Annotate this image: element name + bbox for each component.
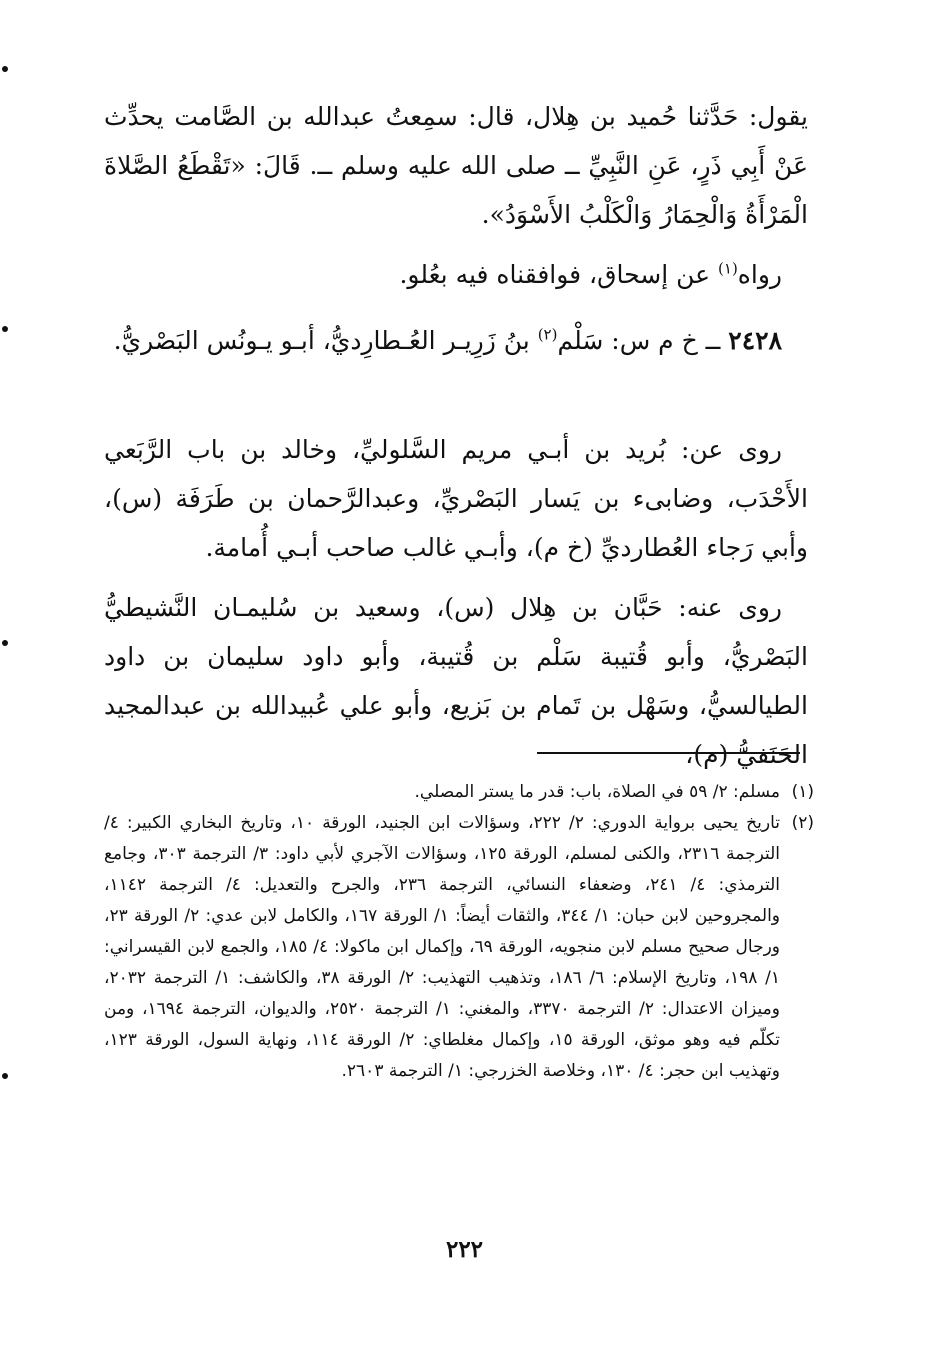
footnotes	[104, 777, 814, 1087]
margin-mark	[2, 326, 8, 332]
narrated-from-text: روى عن: بُريد بن أبـي مريم السَّلوليِّ، وخالد بن باب الرَّبَعي الأَحْدَب، وضابىء بن يَسار البَصْريِّ، وعبدالرَّحمان بن طَرَفَة (س)، وأبي رَجاء العُطارديِّ (خ م)، وأبـي غالب صاحب أبـي أُمامة.	[104, 435, 808, 562]
footnote-number: (٢)	[791, 813, 814, 833]
margin-mark	[2, 640, 8, 646]
footnote-2	[104, 808, 814, 1087]
riwaya-paragraph	[104, 250, 808, 299]
hadith-text: يقول: حَدَّثنا حُميد بن هِلال، قال: سمِعتُ عبدالله بن الصَّامت يحدِّث عَنْ أَبِي ذَرٍ، عَنِ النَّبِيِّ ــ صلى الله عليه وسلم ــ. قَالَ: «تَقْطَعُ الصَّلاةَ الْمَرْأَةُ وَالْحِمَارُ وَالْكَلْبُ الأَسْوَدُ».	[104, 102, 808, 229]
margin-mark	[2, 66, 8, 72]
entry-number: ٢٤٢٨	[728, 326, 782, 355]
riwaya-line	[104, 250, 808, 299]
riwaya-text: عن إسحاق، فوافقناه فيه بعُلو.	[399, 260, 719, 289]
page-number: ٢٢٢	[445, 1236, 484, 1263]
footnote-number: (١)	[791, 782, 814, 802]
riwaya-prefix: رواه	[737, 260, 782, 289]
footnote-marker: (٢)	[537, 325, 558, 344]
hadith-paragraph	[104, 92, 808, 239]
narrated-from-paragraph	[104, 425, 808, 572]
biography-entry-heading	[104, 316, 808, 365]
narrated-by-text: روى عنه: حَبَّان بن هِلال (س)، وسعيد بن سُليمـان النَّشيطيُّ البَصْريُّ، وأبو قُتيبة سَلْم بن قُتيبة، وأبو داود سليمان بن داود الطيالسيُّ، وسَهْل بن تَمام بن بَزيع، وأبو علي عُبيدالله بن عبدالمجيد الحَنَفيُّ (م)،	[104, 593, 808, 769]
footnote-marker: (١)	[718, 259, 738, 278]
entry-sigla-name: ــ خ م س: سَلْم	[557, 326, 729, 355]
entry-line	[104, 316, 808, 365]
footnote-separator	[537, 752, 800, 754]
footnote-text: تاريخ يحيى برواية الدوري: ٢/ ٢٢٢، وسؤالات ابن الجنيد، الورقة ١٠، وتاريخ البخاري الكبير: ٤/ الترجمة ٢٣١٦، والكنى لمسلم، الورقة ١٢٥، وسؤالات الآجري لأبي داود: ٣/ الترجمة ٣٠٣، وجامع الترمذي: ٤/ ٢٤١، وضعفاء النسائي، الترجمة ٢٣٦، والجرح والتعديل: ٤/ الترجمة ١١٤٢، والمجروحين لابن حبان: ١/ ٣٤٤، والثقات أيضاً: ١/ الورقة ١٦٧، والكامل لابن عدي: ٢/ الورقة ٢٣، ورجال صحيح مسلم لابن منجويه، الورقة ٦٩، وإكمال ابن ماكولا: ٤/ ١٨٥، والجمع لابن القيسراني: ١/ ١٩٨، وتاريخ الإسلام: ٦/ ١٨٦، وتذهيب التهذيب: ٢/ الورقة ٣٨، والكاشف: ١/ الترجمة ٢٠٣٢، وميزان الاعتدال: ٢/ الترجمة ٣٣٧٠، والمغني: ١/ الترجمة ٢٥٢٠، والديوان، الترجمة ١٦٩٤، ومن تكلّم فيه وهو موثق، الورقة ١٥، وإكمال مغلطاي: ٢/ الورقة ١١٤، ونهاية السول، الورقة ١٢٣، وتهذيب ابن حجر: ٤/ ١٣٠، وخلاصة الخزرجي: ١/ الترجمة ٢٦٠٣.	[104, 813, 781, 1081]
footnote-1	[104, 777, 814, 808]
margin-mark	[2, 1073, 8, 1079]
footnote-text: مسلم: ٢/ ٥٩ في الصلاة، باب: قدر ما يستر المصلي.	[414, 782, 780, 802]
narrated-by-paragraph	[104, 583, 808, 779]
entry-name-rest: بنُ زَرِيـر العُـطارِديُّ، أبـو يـونُس البَصْريُّ.	[113, 326, 538, 355]
